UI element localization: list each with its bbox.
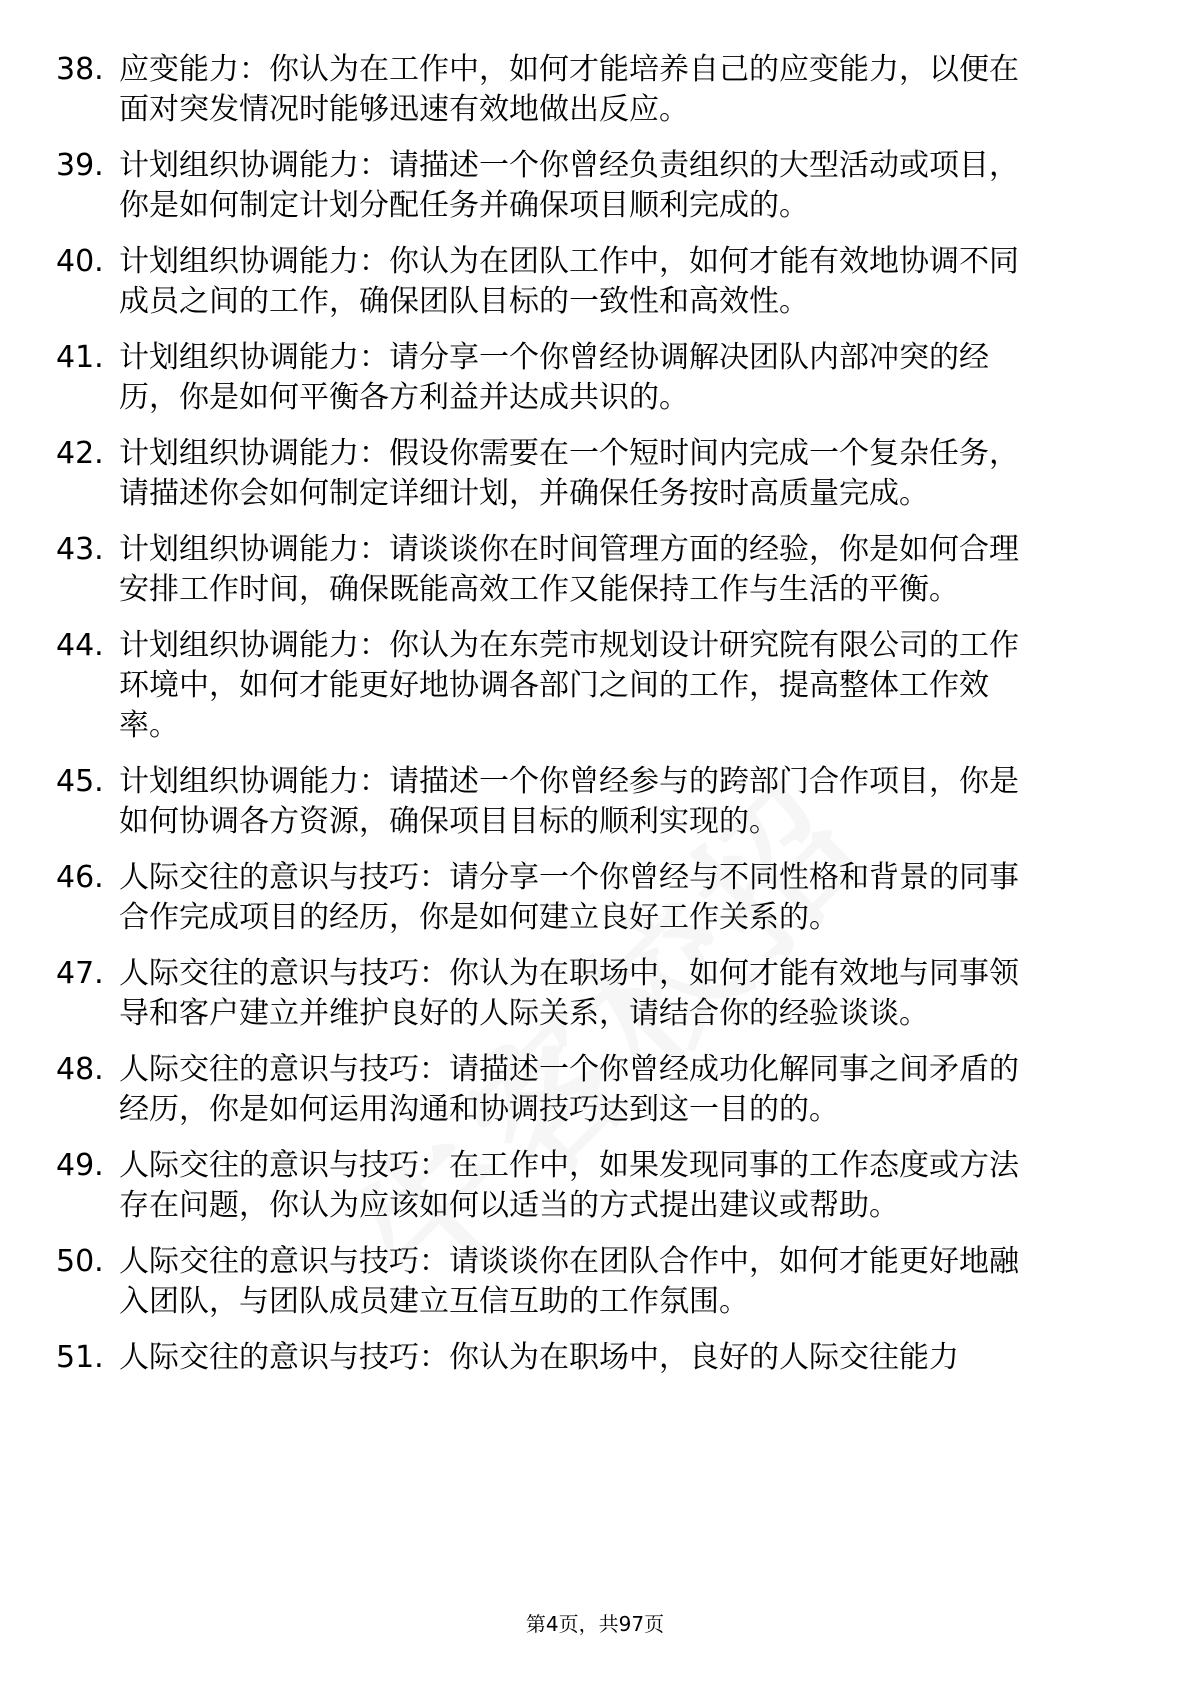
question-text: 计划组织协调能力：你认为在东莞市规划设计研究院有限公司的工作环境中，如何才能更好地协调各部门之间的工作，提高整体工作效率。 <box>119 628 1019 743</box>
list-item <box>0 1146 1190 1226</box>
list-item <box>0 242 1190 322</box>
question-number: 49. <box>56 1148 104 1183</box>
question-number: 40. <box>56 244 104 279</box>
question-text: 应变能力：你认为在工作中，如何才能培养自己的应变能力，以便在面对突发情况时能够迅速有效地做出反应。 <box>119 52 1019 127</box>
list-item <box>0 530 1190 610</box>
list-item <box>0 762 1190 842</box>
question-number: 45. <box>56 764 104 799</box>
question-text: 人际交往的意识与技巧：在工作中，如果发现同事的工作态度或方法存在问题，你认为应该如何以适当的方式提出建议或帮助。 <box>119 1148 1019 1223</box>
question-text: 人际交往的意识与技巧：你认为在职场中，如何才能有效地与同事领导和客户建立并维护良好的人际关系，请结合你的经验谈谈。 <box>119 956 1019 1031</box>
list-item <box>0 626 1190 746</box>
question-number: 44. <box>56 628 104 663</box>
list-item <box>0 146 1190 226</box>
question-text: 计划组织协调能力：请谈谈你在时间管理方面的经验，你是如何合理安排工作时间，确保既能高效工作又能保持工作与生活的平衡。 <box>119 532 1019 607</box>
question-number: 41. <box>56 340 104 375</box>
question-number: 47. <box>56 956 104 991</box>
question-text: 人际交往的意识与技巧：你认为在职场中，良好的人际交往能力 <box>119 1340 959 1375</box>
question-number: 51. <box>56 1340 104 1375</box>
question-number: 38. <box>56 52 104 87</box>
question-text: 人际交往的意识与技巧：请谈谈你在团队合作中，如何才能更好地融入团队，与团队成员建立互信互助的工作氛围。 <box>119 1244 1019 1319</box>
question-number: 48. <box>56 1052 104 1087</box>
list-item <box>0 858 1190 938</box>
question-number: 42. <box>56 436 104 471</box>
page-number-footer: 第4页，共97页 <box>525 1612 665 1636</box>
question-text: 人际交往的意识与技巧：请描述一个你曾经成功化解同事之间矛盾的经历，你是如何运用沟通和协调技巧达到这一目的的。 <box>119 1052 1019 1127</box>
question-text: 人际交往的意识与技巧：请分享一个你曾经与不同性格和背景的同事合作完成项目的经历，你是如何建立良好工作关系的。 <box>119 860 1019 935</box>
question-number: 46. <box>56 860 104 895</box>
question-text: 计划组织协调能力：请描述一个你曾经负责组织的大型活动或项目，你是如何制定计划分配任务并确保项目顺利完成的。 <box>119 148 1019 223</box>
question-text: 计划组织协调能力：请描述一个你曾经参与的跨部门合作项目，你是如何协调各方资源，确保项目目标的顺利实现的。 <box>119 764 1019 839</box>
question-text: 计划组织协调能力：你认为在团队工作中，如何才能有效地协调不同成员之间的工作，确保团队目标的一致性和高效性。 <box>119 244 1019 319</box>
question-number: 50. <box>56 1244 104 1279</box>
list-item <box>0 50 1190 130</box>
question-text: 计划组织协调能力：假设你需要在一个短时间内完成一个复杂任务，请描述你会如何制定详细计划，并确保任务按时高质量完成。 <box>119 436 1019 511</box>
question-number: 39. <box>56 148 104 183</box>
list-item <box>0 1338 1190 1378</box>
list-item <box>0 954 1190 1034</box>
question-text: 计划组织协调能力：请分享一个你曾经协调解决团队内部冲突的经历，你是如何平衡各方利益并达成共识的。 <box>119 340 989 415</box>
list-item <box>0 434 1190 514</box>
list-item <box>0 338 1190 418</box>
list-item <box>0 1242 1190 1322</box>
question-list <box>0 50 1190 1394</box>
list-item <box>0 1050 1190 1130</box>
question-number: 43. <box>56 532 104 567</box>
